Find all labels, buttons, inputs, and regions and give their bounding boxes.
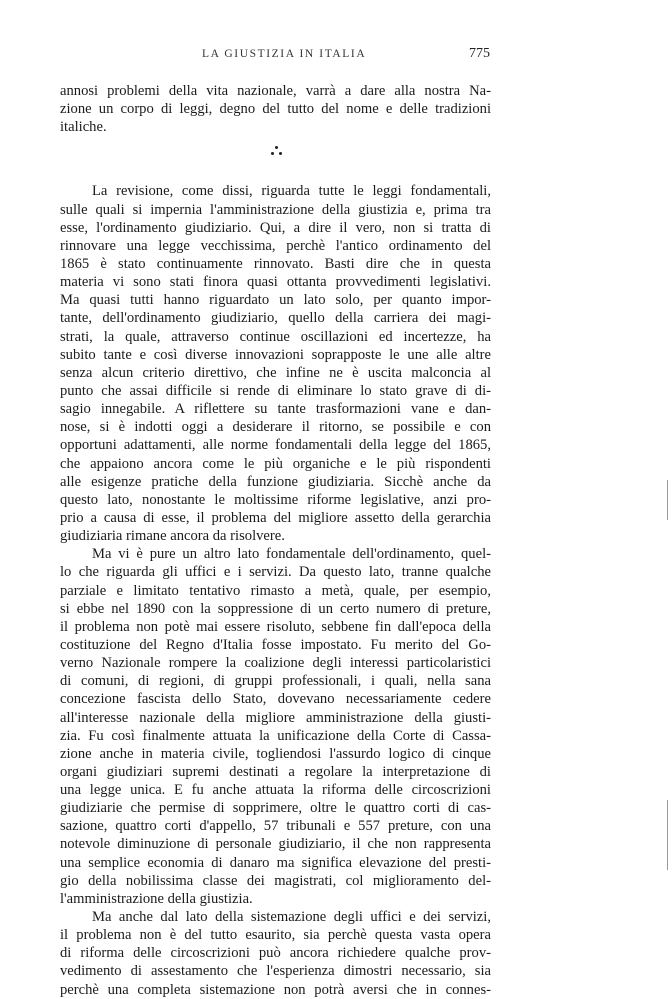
text-line: materia vi sono stati finora quasi ottanta provvedimenti legislativi. <box>60 274 491 291</box>
ornament-dot <box>279 152 282 155</box>
text-line: parziale e limitato tentativo rimasto a metà, quale, per esempio, <box>60 582 491 599</box>
text-line: il problema non è del tutto esaurito, sia perchè questa vasta opera <box>60 927 491 944</box>
text-line: perchè una completa sistemazione non potrà aversi che in connes- <box>60 981 491 998</box>
text-line: sazione, quattro corti d'appello, 57 tribunali e 557 preture, con una <box>60 818 491 835</box>
page-number: 775 <box>469 46 490 61</box>
page-edge-mark <box>667 800 668 870</box>
text-line: organi giudiziari supremi destinati a regolare la interpretazione di <box>60 763 491 780</box>
text-line: nose, si è indotti oggi a desiderare il ritorno, se possibile e con <box>60 419 491 436</box>
text-line: di riforma delle circoscrizioni può ancora richiedere qualche prov- <box>60 945 491 962</box>
text-line: zione anche in materia civile, togliendosi l'assurdo logico di cinque <box>60 745 491 762</box>
text-line: costituzione del Regno d'Italia fosse impostato. Fu merito del Go- <box>60 636 491 653</box>
text-line: gio della nobilissima classe dei magistrati, col miglioramento del- <box>60 872 491 889</box>
text-line: Ma vi è pure un altro lato fondamentale dell'ordinamento, quel- <box>92 546 491 563</box>
text-line: che appaiono ancora come le più organiche e le più rispondenti <box>60 455 491 472</box>
text-line: prio a causa di esse, il problema del migliore assetto della gerarchia <box>60 509 491 526</box>
text-line: La revisione, come dissi, riguarda tutte le leggi fondamentali, <box>92 183 491 200</box>
text-line: si ebbe nel 1890 con la soppressione di un certo numero di preture, <box>60 600 491 617</box>
text-line: notevole diminuzione di personale giudiziario, il che non rappresenta <box>60 836 491 853</box>
text-line: rinnovare una legge vecchissima, perchè l'antico ordinamento del <box>60 237 491 254</box>
text-line: sulle quali si impernia l'amministrazione della giustizia e, prima tra <box>60 201 491 218</box>
text-line: esse, l'ordinamento giudiziario. Qui, a dire il vero, non si tratta di <box>60 219 491 236</box>
body-text <box>60 82 491 999</box>
text-line: senza alcun criterio direttivo, che infine ne è uscita malconcia al <box>60 364 491 381</box>
text-line: subito tante e così diverse innovazioni soprapposte le une alle altre <box>60 346 491 363</box>
paragraph-1 <box>60 182 491 545</box>
page-header <box>60 48 490 68</box>
page-edge-mark <box>667 480 668 520</box>
text-line: giudiziaria rimane ancora da risolvere. <box>60 528 285 545</box>
text-line: zia. Fu così finalmente attuata la unificazione della Corte di Cassa- <box>60 727 491 744</box>
intro-paragraph <box>60 82 491 136</box>
text-line: all'interesse nazionale della migliore amministrazione della giusti- <box>60 709 491 726</box>
text-line: concezione fascista dello Stato, dovevano necessariamente cedere <box>60 691 491 708</box>
text-line: giudiziarie che permise di sopprimere, oltre le quattro corti di cas- <box>60 800 491 817</box>
text-line: lo che riguarda gli uffici e i servizi. Da questo lato, tranne qualche <box>60 564 491 581</box>
text-line: l'amministrazione della giustizia. <box>60 890 253 907</box>
text-line: italiche. <box>60 119 107 136</box>
text-line: 1865 è stato continuamente rinnovato. Basti dire che in questa <box>60 255 491 272</box>
text-line: punto che assai difficile si rende di eliminare lo stato grave di di- <box>60 382 491 399</box>
paragraph-2 <box>60 545 491 908</box>
ornament-dot <box>271 152 274 155</box>
text-line: una semplice economia di danaro ma significa elevazione del presti- <box>60 854 491 871</box>
section-break-ornament <box>60 142 491 164</box>
text-line: strati, la quale, attraverso continue oscillazioni ed incertezze, ha <box>60 328 491 345</box>
text-line: una legge unica. E fu anche attuata la riforma delle circoscrizioni <box>60 782 491 799</box>
text-line: zione un corpo di leggi, degno del tutto del nome e delle tradizioni <box>60 101 491 118</box>
ornament-dot <box>275 146 278 149</box>
text-line: il problema non potè mai essere risoluto, sebbene fin dall'epoca della <box>60 618 491 635</box>
text-line: annosi problemi della vita nazionale, varrà a dare alla nostra Na- <box>60 83 491 99</box>
text-line: di comuni, di regioni, di gruppi professionali, i quali, nella sana <box>60 673 491 690</box>
text-line: sagio innegabile. A riflettere su tante trasformazioni vane e dan- <box>60 401 491 418</box>
paragraph-3 <box>60 908 491 999</box>
text-line: opportuni adattamenti, alle norme fondamentali della legge del 1865, <box>60 437 491 454</box>
text-line: questo lato, nonostante le moltissime riforme legislative, anzi pro- <box>60 491 491 508</box>
text-line: Ma anche dal lato della sistemazione degli uffici e dei servizi, <box>92 909 491 926</box>
text-line: verno Nazionale rompere la coalizione degli interessi particolaristici <box>60 655 491 672</box>
text-line: vedimento di assestamento che l'esperienza dimostri necessario, sia <box>60 963 491 980</box>
text-line: tante, dell'ordinamento giudiziario, quello della carriera dei magi- <box>60 310 491 327</box>
text-line: alle esigenze pratiche della funzione giudiziaria. Sicchè anche da <box>60 473 491 490</box>
text-line: Ma quasi tutti hanno riguardato un lato solo, per quanto impor- <box>60 292 491 309</box>
running-head: LA GIUSTIZIA IN ITALIA <box>202 48 367 60</box>
